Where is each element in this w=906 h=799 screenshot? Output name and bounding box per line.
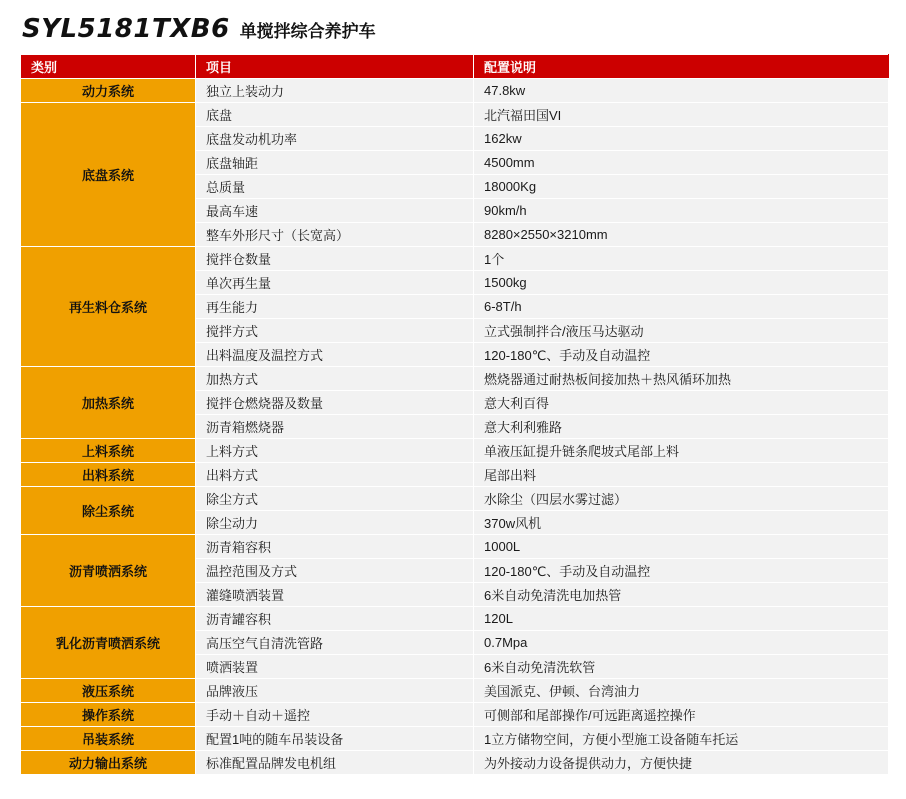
item-cell: 品牌液压 [196, 679, 474, 703]
table-row [21, 727, 889, 751]
item-cell: 除尘方式 [196, 487, 474, 511]
item-cell: 上料方式 [196, 439, 474, 463]
vehicle-model: SYL5181TXB6 [22, 14, 230, 44]
table-header-row [21, 55, 889, 79]
item-cell: 搅拌仓数量 [196, 247, 474, 271]
value-cell: 立式强制拌合/液压马达驱动 [474, 319, 889, 343]
item-cell: 再生能力 [196, 295, 474, 319]
column-header-category: 类别 [21, 55, 196, 79]
item-cell: 单次再生量 [196, 271, 474, 295]
category-cell: 底盘系统 [21, 103, 196, 247]
table-row [21, 535, 889, 559]
category-cell: 吊装系统 [21, 727, 196, 751]
value-cell: 为外接动力设备提供动力，方便快捷 [474, 751, 889, 775]
value-cell: 47.8kw [474, 79, 889, 103]
value-cell: 意大利利雅路 [474, 415, 889, 439]
table-row [21, 79, 889, 103]
item-cell: 出料方式 [196, 463, 474, 487]
item-cell: 高压空气自清洗管路 [196, 631, 474, 655]
category-cell: 出料系统 [21, 463, 196, 487]
value-cell: 水除尘（四层水雾过滤） [474, 487, 889, 511]
table-body [21, 79, 889, 775]
value-cell: 370w风机 [474, 511, 889, 535]
value-cell: 1500kg [474, 271, 889, 295]
table-header [21, 55, 889, 79]
value-cell: 90km/h [474, 199, 889, 223]
value-cell: 1000L [474, 535, 889, 559]
category-cell: 动力系统 [21, 79, 196, 103]
value-cell: 120-180℃、手动及自动温控 [474, 343, 889, 367]
item-cell: 喷洒装置 [196, 655, 474, 679]
table-row [21, 439, 889, 463]
item-cell: 沥青罐容积 [196, 607, 474, 631]
category-cell: 沥青喷洒系统 [21, 535, 196, 607]
item-cell: 搅拌方式 [196, 319, 474, 343]
column-header-description: 配置说明 [474, 55, 889, 79]
category-cell: 加热系统 [21, 367, 196, 439]
item-cell: 独立上装动力 [196, 79, 474, 103]
item-cell: 温控范围及方式 [196, 559, 474, 583]
item-cell: 加热方式 [196, 367, 474, 391]
value-cell: 0.7Mpa [474, 631, 889, 655]
table-row [21, 487, 889, 511]
value-cell: 6米自动免清洗电加热管 [474, 583, 889, 607]
value-cell: 18000Kg [474, 175, 889, 199]
value-cell: 120L [474, 607, 889, 631]
item-cell: 标准配置品牌发电机组 [196, 751, 474, 775]
category-cell: 动力输出系统 [21, 751, 196, 775]
category-cell: 液压系统 [21, 679, 196, 703]
value-cell: 燃烧器通过耐热板间接加热＋热风循环加热 [474, 367, 889, 391]
item-cell: 搅拌仓燃烧器及数量 [196, 391, 474, 415]
table-row [21, 703, 889, 727]
value-cell: 6-8T/h [474, 295, 889, 319]
value-cell: 单液压缸提升链条爬坡式尾部上料 [474, 439, 889, 463]
item-cell: 底盘轴距 [196, 151, 474, 175]
value-cell: 1个 [474, 247, 889, 271]
specification-table [20, 54, 889, 775]
table-row [21, 103, 889, 127]
table-row [21, 679, 889, 703]
item-cell: 除尘动力 [196, 511, 474, 535]
value-cell: 162kw [474, 127, 889, 151]
item-cell: 沥青箱容积 [196, 535, 474, 559]
value-cell: 美国派克、伊顿、台湾油力 [474, 679, 889, 703]
table-row [21, 751, 889, 775]
value-cell: 1立方储物空间，方便小型施工设备随车托运 [474, 727, 889, 751]
value-cell: 意大利百得 [474, 391, 889, 415]
item-cell: 灌缝喷洒装置 [196, 583, 474, 607]
category-cell: 除尘系统 [21, 487, 196, 535]
item-cell: 最高车速 [196, 199, 474, 223]
value-cell: 8280×2550×3210mm [474, 223, 889, 247]
category-cell: 乳化沥青喷洒系统 [21, 607, 196, 679]
value-cell: 120-180℃、手动及自动温控 [474, 559, 889, 583]
table-row [21, 247, 889, 271]
value-cell: 北汽福田国VI [474, 103, 889, 127]
item-cell: 沥青箱燃烧器 [196, 415, 474, 439]
table-row [21, 607, 889, 631]
table-row [21, 463, 889, 487]
category-cell: 上料系统 [21, 439, 196, 463]
value-cell: 尾部出料 [474, 463, 889, 487]
item-cell: 整车外形尺寸（长宽高） [196, 223, 474, 247]
item-cell: 手动＋自动＋遥控 [196, 703, 474, 727]
item-cell: 配置1吨的随车吊装设备 [196, 727, 474, 751]
item-cell: 底盘 [196, 103, 474, 127]
value-cell: 可侧部和尾部操作/可远距离遥控操作 [474, 703, 889, 727]
item-cell: 底盘发动机功率 [196, 127, 474, 151]
table-row [21, 367, 889, 391]
item-cell: 总质量 [196, 175, 474, 199]
category-cell: 操作系统 [21, 703, 196, 727]
value-cell: 6米自动免清洗软管 [474, 655, 889, 679]
vehicle-name: 单搅拌综合养护车 [239, 22, 376, 41]
column-header-item: 项目 [196, 55, 474, 79]
category-cell: 再生料仓系统 [21, 247, 196, 367]
page-title [0, 0, 906, 54]
item-cell: 出料温度及温控方式 [196, 343, 474, 367]
value-cell: 4500mm [474, 151, 889, 175]
